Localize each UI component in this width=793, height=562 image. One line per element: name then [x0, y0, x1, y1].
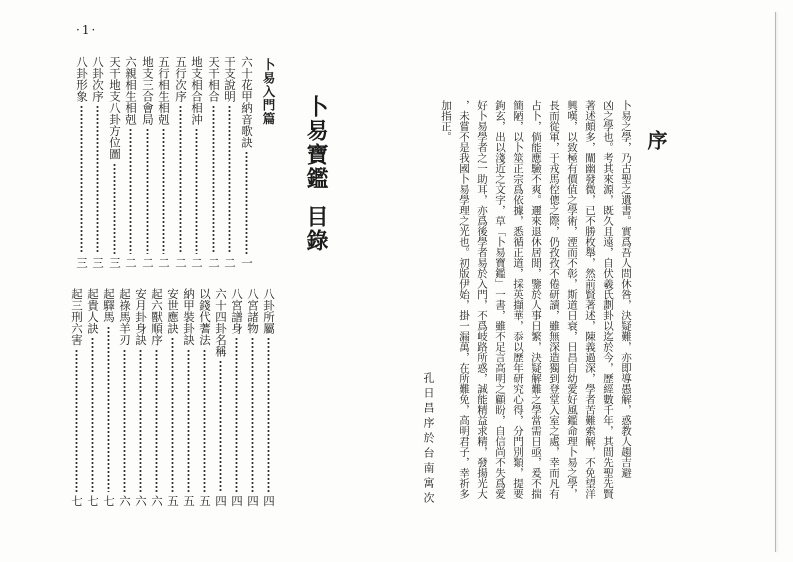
toc-section-title: 卜易入門篇: [261, 58, 276, 126]
preface-line: 簡陋，以卜筮正宗爲依據，悉循正道，採英擷華，忝以歷年研究心得，分門別類，提要: [512, 100, 524, 499]
preface-line: 著述頗多，闡幽發微，已不勝枚舉，然前賢著述，陳義過深，學者苦難索解，不免望洋: [584, 100, 596, 499]
toc-leader: [166, 337, 179, 492]
toc-entry-title: 起三刑六害: [70, 288, 84, 346]
toc-page-number: 二: [223, 256, 237, 268]
toc-page-number: 五: [182, 494, 196, 506]
toc-entry-title: 起六獸順序: [150, 288, 164, 346]
toc-entry-title: 八宮譜身: [230, 288, 244, 334]
toc-entry: [182, 288, 195, 506]
toc-entry: [207, 56, 220, 268]
toc-page-number: 二: [190, 256, 204, 268]
toc-entry: [70, 288, 83, 506]
toc-entry: [246, 288, 259, 506]
toc-page-number: 六: [150, 494, 164, 506]
preface-signature: 孔日昌序於台南寓次: [422, 372, 435, 507]
toc-leader: [214, 360, 227, 492]
toc-entry-title: 地支相合相沖: [190, 56, 204, 125]
toc-entry: [86, 288, 99, 506]
toc-leader: [262, 337, 275, 492]
toc-leader: [157, 128, 170, 254]
toc-entry: [174, 56, 187, 268]
toc-leader: [91, 105, 104, 254]
toc-entry-title: 以錢代蓍法: [198, 288, 212, 346]
preface-title: 序: [644, 130, 668, 150]
toc-entry-title: 五行次序: [174, 56, 188, 102]
preface-line: 卜易之學，乃古聖之遺書。實爲吾人問休咎，決疑難，亦即導愚解，惑教人趨吉避: [620, 100, 632, 478]
scan-edge: [775, 12, 776, 552]
toc-entry: [118, 288, 131, 506]
toc-entry: [214, 288, 227, 506]
toc-entry-title: 天干相合: [207, 56, 221, 102]
toc-leader: [102, 326, 115, 492]
toc-leader: [182, 349, 195, 492]
toc-entry-title: 八宮諸物: [246, 288, 260, 334]
toc-page-number: 五: [198, 494, 212, 506]
toc-entry: [141, 56, 154, 268]
toc-entry: [223, 56, 236, 268]
toc-entry-title: 五行相生相剋: [157, 56, 171, 125]
toc-page-number: 二: [157, 256, 171, 268]
toc-entry-title: 干支說明: [223, 56, 237, 102]
toc-entry-title: 地支三合會局: [141, 56, 155, 125]
toc-entry: [240, 56, 253, 268]
toc-leader: [230, 337, 243, 492]
toc-leader: [141, 128, 154, 254]
toc-entry: [262, 288, 275, 506]
toc-entry-title: 六十四卦名稱: [214, 288, 228, 357]
toc-entry: [134, 288, 147, 506]
toc-entry: [190, 56, 203, 268]
toc-page-number: 二: [141, 256, 155, 268]
toc-entry-title: 起祿馬羊刃: [118, 288, 132, 346]
toc-leader: [75, 105, 88, 254]
toc-page-number: 三: [91, 256, 105, 268]
toc-page-number: 六: [118, 494, 132, 506]
toc-leader: [124, 128, 137, 254]
toc-entry: [150, 288, 163, 506]
toc-page-number: 三: [108, 256, 122, 268]
page-number: ·1·: [76, 23, 98, 37]
toc-entry-title: 六十花甲納音歌訣: [240, 56, 254, 148]
toc-page-number: 四: [214, 494, 228, 506]
preface-line: 占卜，倘能應驗不爽。邇來退休居閒，鑒於人事日繁，決疑解難之學當需日亟，爰不揣: [530, 100, 542, 499]
toc-leader: [207, 105, 220, 254]
toc-page-number: 二: [174, 256, 188, 268]
toc-page-number: 七: [102, 494, 116, 506]
toc-entry-title: 天干地支八卦方位圖: [108, 56, 122, 160]
toc-page-number: 二: [124, 256, 138, 268]
book-title: 卜易寶鑑: [303, 95, 329, 191]
toc-entry-title: 安月卦身訣: [134, 288, 148, 346]
toc-leader: [134, 349, 147, 492]
toc-entry-title: 八卦形象: [75, 56, 89, 102]
toc-entry: [102, 288, 115, 506]
toc-entry: [166, 288, 179, 506]
toc-entry: [230, 288, 243, 506]
toc-page-number: 一: [240, 256, 254, 268]
toc-leader: [70, 349, 83, 492]
toc-leader: [240, 151, 253, 254]
toc-page-number: 三: [75, 256, 89, 268]
toc-leader: [198, 349, 211, 492]
toc-leader: [190, 128, 203, 254]
preface-line: 興嘆，以致極有價值之學術，湮而不彰，斯道日衰，日昌自幼愛好風鑑命理卜易之學，: [566, 100, 578, 499]
toc-entry-title: 八卦次序: [91, 56, 105, 102]
toc-entry: [108, 56, 121, 268]
toc-entry-title: 起驛馬: [102, 288, 116, 323]
toc-page-number: 二: [207, 256, 221, 268]
toc-leader: [108, 163, 121, 254]
toc-entry-title: 納甲裝卦訣: [182, 288, 196, 346]
preface-line: ，未嘗不是我國卜易學理之光也。初版伊始，掛一漏萬，在所難免，高明君子，幸祈多: [458, 100, 470, 499]
toc-leader: [174, 105, 187, 254]
toc-page-number: 六: [134, 494, 148, 506]
preface-line: 長而從軍，于戎馬倥傯之際，仍孜孜不倦研讀，雖無深造獨到登堂入室之處，幸而凡有: [548, 100, 560, 499]
toc-page-number: 四: [230, 494, 244, 506]
toc-entry-title: 八卦所屬: [262, 288, 276, 334]
toc-entry-title: 安世應訣: [166, 288, 180, 334]
toc-entry: [75, 56, 88, 268]
toc-entry: [157, 56, 170, 268]
contents-heading: 目錄: [303, 205, 329, 253]
preface-line: 好卜易學者之一助耳，亦爲後學者易於入門，不爲岐路所惑，誠能精益求精，發揚光大: [476, 100, 488, 499]
toc-entry-title: 六親相生相剋: [124, 56, 138, 125]
toc-leader: [86, 337, 99, 492]
toc-page-number: 五: [166, 494, 180, 506]
preface-line: 加指正。: [440, 100, 452, 142]
preface-line: 凶之學也。考其來源，既久且遠，自伏羲氏劃卦以迄於今，歷經數千年，其間先聖先賢: [602, 100, 614, 499]
toc-page-number: 七: [86, 494, 100, 506]
toc-leader: [223, 105, 236, 254]
toc-leader: [118, 349, 131, 492]
toc-page-number: 七: [70, 494, 84, 506]
toc-leader: [150, 349, 163, 492]
toc-entry: [91, 56, 104, 268]
toc-page-number: 四: [246, 494, 260, 506]
toc-entry-title: 起貴人訣: [86, 288, 100, 334]
toc-entry: [198, 288, 211, 506]
toc-page-number: 四: [262, 494, 276, 506]
preface-line: 鉤玄，出以淺近之文字，草「卜易寶鑑」一書，雖不足言高明之顧盼，自信尚不失爲愛: [494, 100, 506, 499]
toc-leader: [246, 337, 259, 492]
toc-entry: [124, 56, 137, 268]
